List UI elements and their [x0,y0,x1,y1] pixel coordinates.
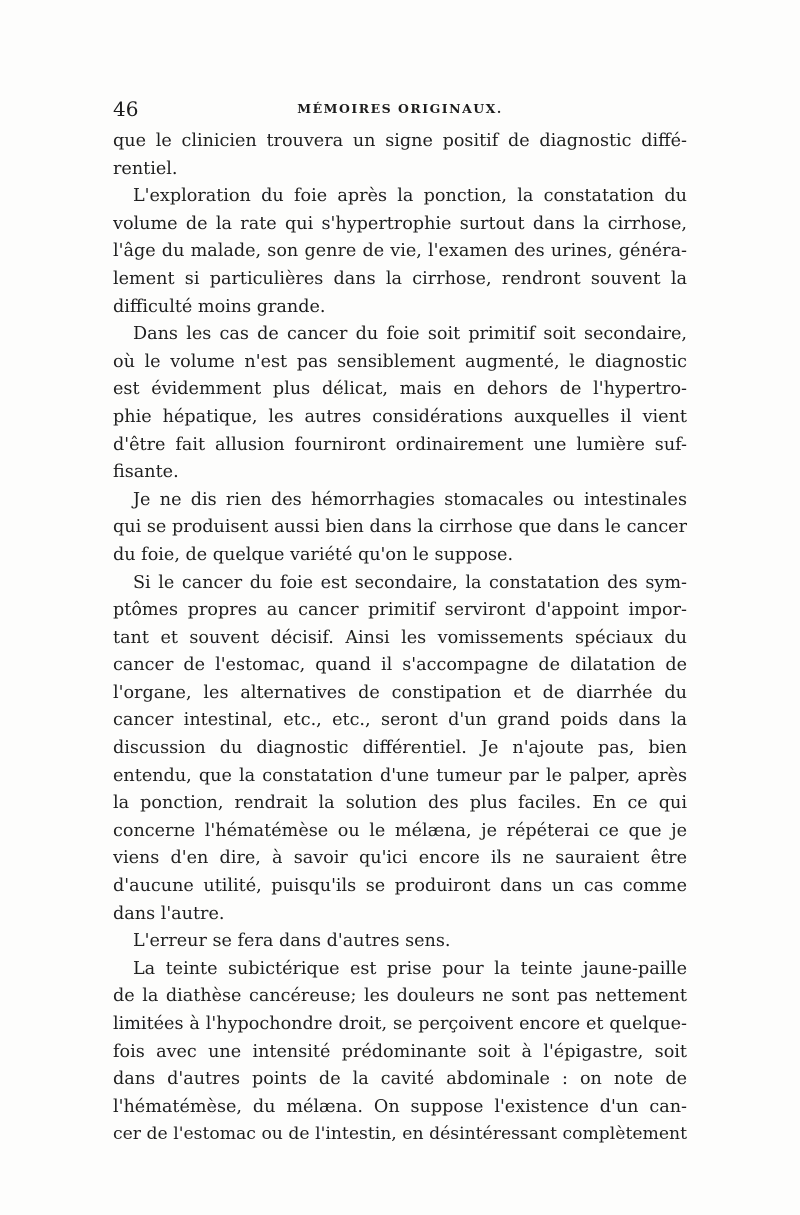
text-line: limitées à l'hypochondre droit, se perçoivent encore et quelque- [113,1014,687,1034]
text-line: volume de la rate qui s'hypertrophie surtout dans la cirrhose, [113,213,687,234]
text-line: que le clinicien trouvera un signe positif de diagnostic diffé- [113,131,687,151]
text-line: concerne l'hématémèse ou le mélæna, je répéterai ce que je [113,820,687,841]
text-line: rentiel. [113,158,178,179]
text-line: du foie, de quelque variété qu'on le suppose. [113,544,514,565]
page-header [113,97,687,121]
text-line: cancer intestinal, etc., etc., seront d'un grand poids dans la [113,710,687,731]
text-line: L'exploration du foie après la ponction, la constatation du [133,186,687,207]
text-line: fois avec une intensité prédominante soit à l'épigastre, soit [113,1041,687,1062]
text-line: L'erreur se fera dans d'autres sens. [133,931,451,952]
text-line: est évidemment plus délicat, mais en dehors de l'hypertro- [113,379,687,400]
text-line: l'âge du malade, son genre de vie, l'examen des urines, généra- [113,241,687,262]
text-line: discussion du diagnostic différentiel. Je n'ajoute pas, bien [113,738,687,759]
text-line: cer de l'estomac ou de l'intestin, en désintéressant complètement [113,1124,687,1145]
text-line: fisante. [113,462,179,483]
text-line: d'aucune utilité, puisqu'ils se produiront dans un cas comme [113,876,687,897]
text-line: de la diathèse cancéreuse; les douleurs ne sont pas nettement [113,986,687,1007]
text-line: tant et souvent décisif. Ainsi les vomissements spéciaux du [113,627,687,648]
text-line: phie hépatique, les autres considérations auxquelles il vient [113,406,687,427]
text-line: Dans les cas de cancer du foie soit primitif soit secondaire, [133,324,687,345]
running-head: MÉMOIRES ORIGINAUX. [297,101,503,116]
text-line: qui se produisent aussi bien dans la cirrhose que dans le cancer [113,517,687,538]
text-line: entendu, que la constatation d'une tumeur par le palper, après [113,765,687,786]
text-line: difficulté moins grande. [113,296,326,317]
text-line: Je ne dis rien des hémorrhagies stomacales ou intestinales [133,489,687,510]
text-line: où le volume n'est pas sensiblement augmenté, le diagnostic [113,351,687,372]
text-line: viens d'en dire, à savoir qu'ici encore ils ne sauraient être [113,848,687,869]
text-line: la ponction, rendrait la solution des plus faciles. En ce qui [113,793,687,814]
text-line: Si le cancer du foie est secondaire, la constatation des sym- [133,572,687,593]
text-line: La teinte subictérique est prise pour la teinte jaune-paille [133,958,687,979]
page-number: 46 [113,97,139,121]
text-line: l'hématémèse, du mélæna. On suppose l'existence d'un can- [113,1096,687,1117]
text-line: ptômes propres au cancer primitif serviront d'appoint impor- [113,600,687,621]
body-text [113,128,687,1149]
text-line: lement si particulières dans la cirrhose, rendront souvent la [113,268,687,289]
text-line: cancer de l'estomac, quand il s'accompagne de dilatation de [113,655,687,676]
text-line: dans d'autres points de la cavité abdominale : on note de [113,1069,687,1090]
text-line: dans l'autre. [113,903,225,924]
text-line: l'organe, les alternatives de constipation et de diarrhée du [113,682,687,703]
text-line: d'être fait allusion fourniront ordinairement une lumière suf- [113,434,687,455]
